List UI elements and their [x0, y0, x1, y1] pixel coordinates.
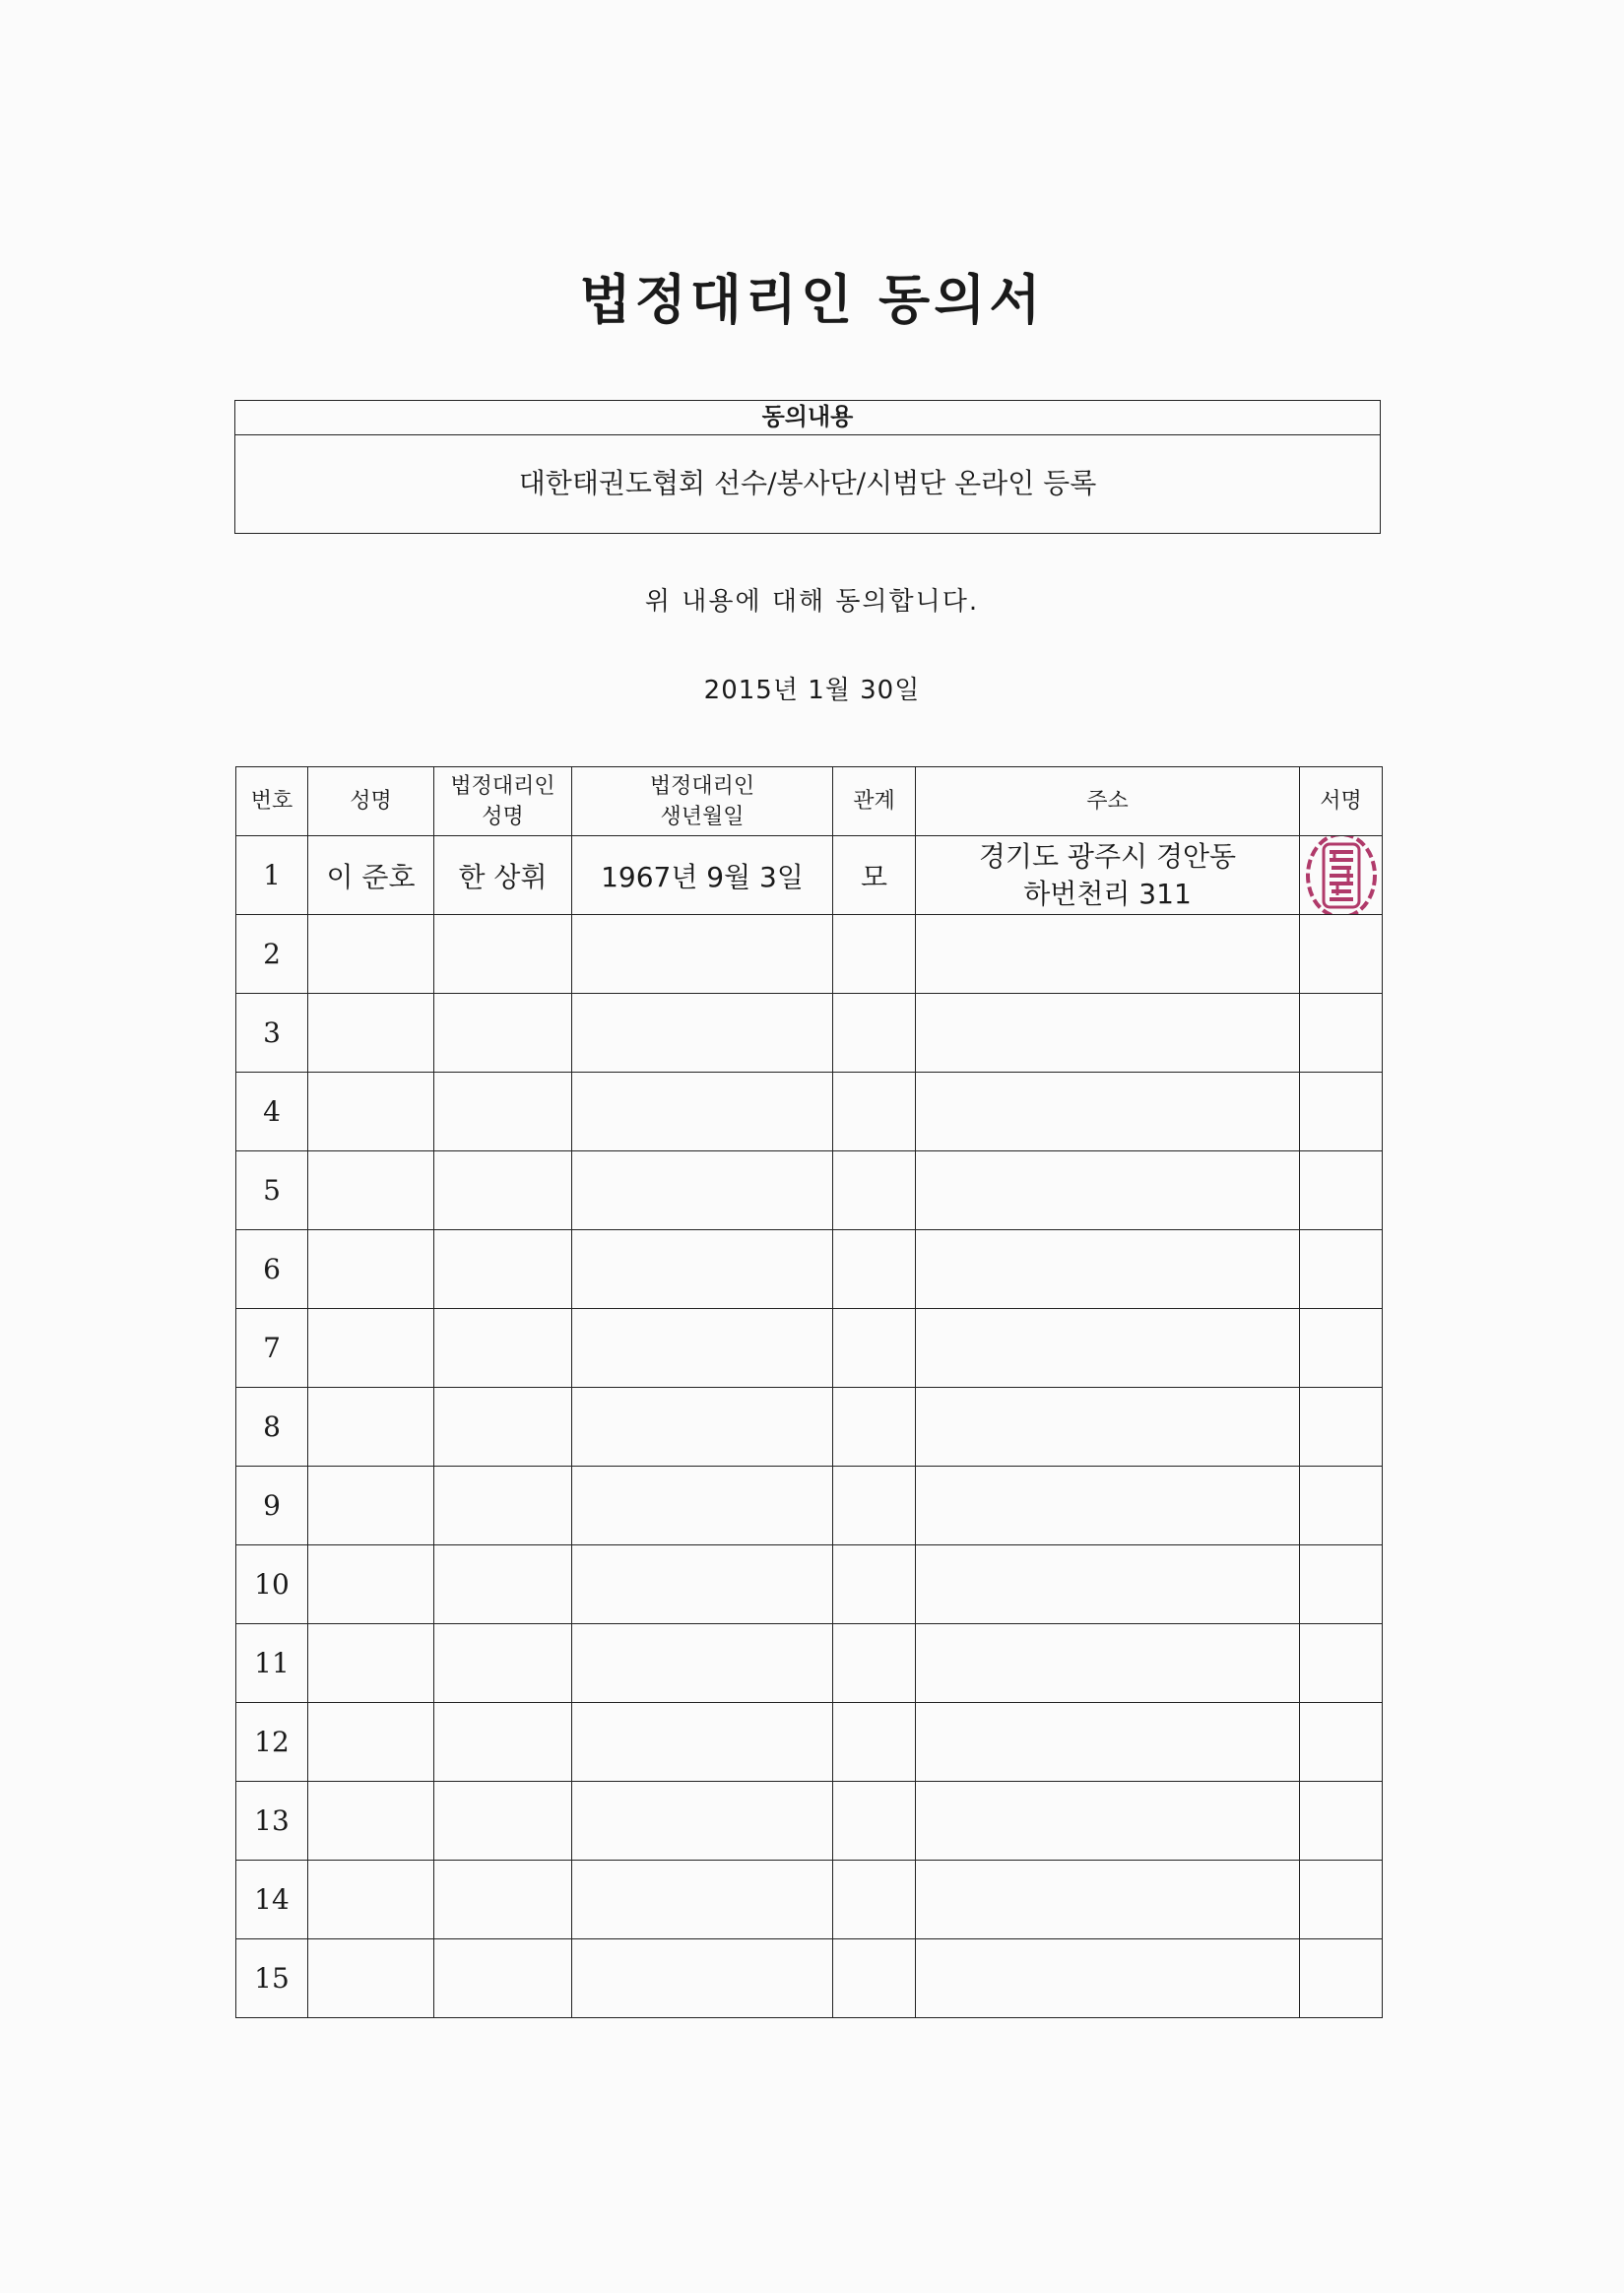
- row-name: [308, 1703, 434, 1782]
- row-guardian-dob: [572, 1388, 833, 1467]
- header-guardian-name-line1: 법정대리인: [450, 773, 555, 799]
- row-guardian-dob: [572, 1151, 833, 1230]
- table-row: [236, 915, 1383, 994]
- row-address: [916, 1861, 1300, 1939]
- row-number: 1: [236, 836, 308, 915]
- row-name: [308, 1151, 434, 1230]
- row-signature: [1300, 1309, 1383, 1388]
- row-guardian-dob: [572, 1703, 833, 1782]
- table-row: [236, 1073, 1383, 1151]
- row-guardian-dob: [572, 915, 833, 994]
- row-guardian-dob: [572, 1309, 833, 1388]
- row-address: [916, 915, 1300, 994]
- row-relation: [833, 1230, 916, 1309]
- row-number: 6: [236, 1230, 308, 1309]
- table-row: [236, 1861, 1383, 1939]
- consent-box: [234, 400, 1381, 534]
- row-guardian-name: [434, 1151, 572, 1230]
- row-relation: [833, 994, 916, 1073]
- table-row: [236, 1309, 1383, 1388]
- table-row: [236, 1782, 1383, 1861]
- row-guardian-name: [434, 1624, 572, 1703]
- row-guardian-dob: [572, 1782, 833, 1861]
- row-address: [916, 1703, 1300, 1782]
- consent-header: 동의내용: [235, 401, 1380, 435]
- row-relation: [833, 1388, 916, 1467]
- table-row: [236, 1467, 1383, 1545]
- row-address: [916, 1545, 1300, 1624]
- row-address: [916, 994, 1300, 1073]
- row-address: [916, 836, 1300, 915]
- row-guardian-name: [434, 1782, 572, 1861]
- row-relation: [833, 1151, 916, 1230]
- table-row: [236, 1230, 1383, 1309]
- row-signature: [1300, 1073, 1383, 1151]
- row-number: 4: [236, 1073, 308, 1151]
- row-guardian-dob: [572, 1230, 833, 1309]
- row-signature: [1300, 1151, 1383, 1230]
- table-row: [236, 1388, 1383, 1467]
- row-address-line2: 하번천리 311: [1023, 877, 1192, 910]
- row-name: [308, 1545, 434, 1624]
- row-number: 10: [236, 1545, 308, 1624]
- row-signature: [1300, 1939, 1383, 2018]
- row-name: [308, 1624, 434, 1703]
- row-signature: [1300, 994, 1383, 1073]
- row-relation: [833, 1939, 916, 2018]
- table-row: [236, 1703, 1383, 1782]
- row-relation: [833, 1073, 916, 1151]
- row-name: [308, 1467, 434, 1545]
- row-guardian-dob: [572, 1073, 833, 1151]
- row-guardian-dob: [572, 994, 833, 1073]
- row-name: [308, 1861, 434, 1939]
- row-name: 이 준호: [308, 836, 434, 915]
- row-name: [308, 1309, 434, 1388]
- row-relation: [833, 1545, 916, 1624]
- row-signature: [1300, 1467, 1383, 1545]
- table-row: [236, 836, 1383, 915]
- row-guardian-dob: [572, 1861, 833, 1939]
- row-relation: 모: [833, 836, 916, 915]
- header-signature: 서명: [1300, 767, 1383, 836]
- header-name: 성명: [308, 767, 434, 836]
- row-guardian-name: [434, 1467, 572, 1545]
- table-row: [236, 994, 1383, 1073]
- row-guardian-dob: [572, 1545, 833, 1624]
- row-address: [916, 1309, 1300, 1388]
- row-signature: [1300, 1703, 1383, 1782]
- row-number: 11: [236, 1624, 308, 1703]
- row-address: [916, 1467, 1300, 1545]
- row-number: 5: [236, 1151, 308, 1230]
- document-title: 법정대리인 동의서: [579, 269, 1045, 331]
- row-guardian-dob: [572, 1939, 833, 2018]
- row-number: 14: [236, 1861, 308, 1939]
- row-address: [916, 1073, 1300, 1151]
- header-guardian-name: [434, 767, 572, 836]
- row-number: 7: [236, 1309, 308, 1388]
- row-name: [308, 1388, 434, 1467]
- row-relation: [833, 1703, 916, 1782]
- consent-body: 대한태권도협회 선수/봉사단/시범단 온라인 등록: [518, 467, 1097, 499]
- consent-statement: 위 내용에 대해 동의합니다.: [644, 587, 980, 617]
- row-signature: [1300, 1545, 1383, 1624]
- row-guardian-name: [434, 1230, 572, 1309]
- row-guardian-name: [434, 1388, 572, 1467]
- header-guardian-dob-line2: 생년월일: [660, 804, 745, 829]
- row-number: 2: [236, 915, 308, 994]
- row-guardian-dob: [572, 1624, 833, 1703]
- row-relation: [833, 1624, 916, 1703]
- row-number: 9: [236, 1467, 308, 1545]
- row-relation: [833, 915, 916, 994]
- row-guardian-name: 한 상휘: [434, 836, 572, 915]
- header-relation: 관계: [833, 767, 916, 836]
- row-number: 15: [236, 1939, 308, 2018]
- table-row: [236, 1624, 1383, 1703]
- row-address: [916, 1624, 1300, 1703]
- row-relation: [833, 1782, 916, 1861]
- row-guardian-name: [434, 1545, 572, 1624]
- row-number: 8: [236, 1388, 308, 1467]
- row-relation: [833, 1861, 916, 1939]
- guardian-table: [235, 766, 1383, 2018]
- row-number: 12: [236, 1703, 308, 1782]
- row-address: [916, 1782, 1300, 1861]
- row-guardian-name: [434, 1073, 572, 1151]
- row-guardian-name: [434, 1703, 572, 1782]
- row-guardian-name: [434, 915, 572, 994]
- row-signature: [1300, 836, 1383, 915]
- row-name: [308, 1939, 434, 2018]
- row-number: 13: [236, 1782, 308, 1861]
- row-signature: [1300, 1861, 1383, 1939]
- header-no: 번호: [236, 767, 308, 836]
- row-address: [916, 1388, 1300, 1467]
- row-relation: [833, 1309, 916, 1388]
- row-address: [916, 1939, 1300, 2018]
- row-signature: [1300, 1388, 1383, 1467]
- row-guardian-name: [434, 1861, 572, 1939]
- header-address: 주소: [916, 767, 1300, 836]
- row-name: [308, 1230, 434, 1309]
- row-guardian-name: [434, 994, 572, 1073]
- table-row: [236, 1545, 1383, 1624]
- seal-stamp-icon: [1302, 836, 1381, 915]
- table-row: [236, 1151, 1383, 1230]
- row-number: 3: [236, 994, 308, 1073]
- header-guardian-dob-line1: 법정대리인: [649, 773, 755, 799]
- table-row: [236, 1939, 1383, 2018]
- row-guardian-dob: 1967년 9월 3일: [572, 836, 833, 915]
- row-signature: [1300, 1624, 1383, 1703]
- header-guardian-dob: [572, 767, 833, 836]
- row-address-line1: 경기도 광주시 경안동: [978, 839, 1237, 873]
- row-signature: [1300, 1230, 1383, 1309]
- consent-date: 2015년 1월 30일: [703, 676, 921, 705]
- row-signature: [1300, 915, 1383, 994]
- row-guardian-name: [434, 1309, 572, 1388]
- row-signature: [1300, 1782, 1383, 1861]
- row-address: [916, 1230, 1300, 1309]
- row-name: [308, 994, 434, 1073]
- row-guardian-dob: [572, 1467, 833, 1545]
- row-name: [308, 915, 434, 994]
- row-relation: [833, 1467, 916, 1545]
- table-header-row: [236, 767, 1383, 836]
- row-name: [308, 1782, 434, 1861]
- row-name: [308, 1073, 434, 1151]
- row-guardian-name: [434, 1939, 572, 2018]
- row-address: [916, 1151, 1300, 1230]
- header-guardian-name-line2: 성명: [482, 804, 524, 829]
